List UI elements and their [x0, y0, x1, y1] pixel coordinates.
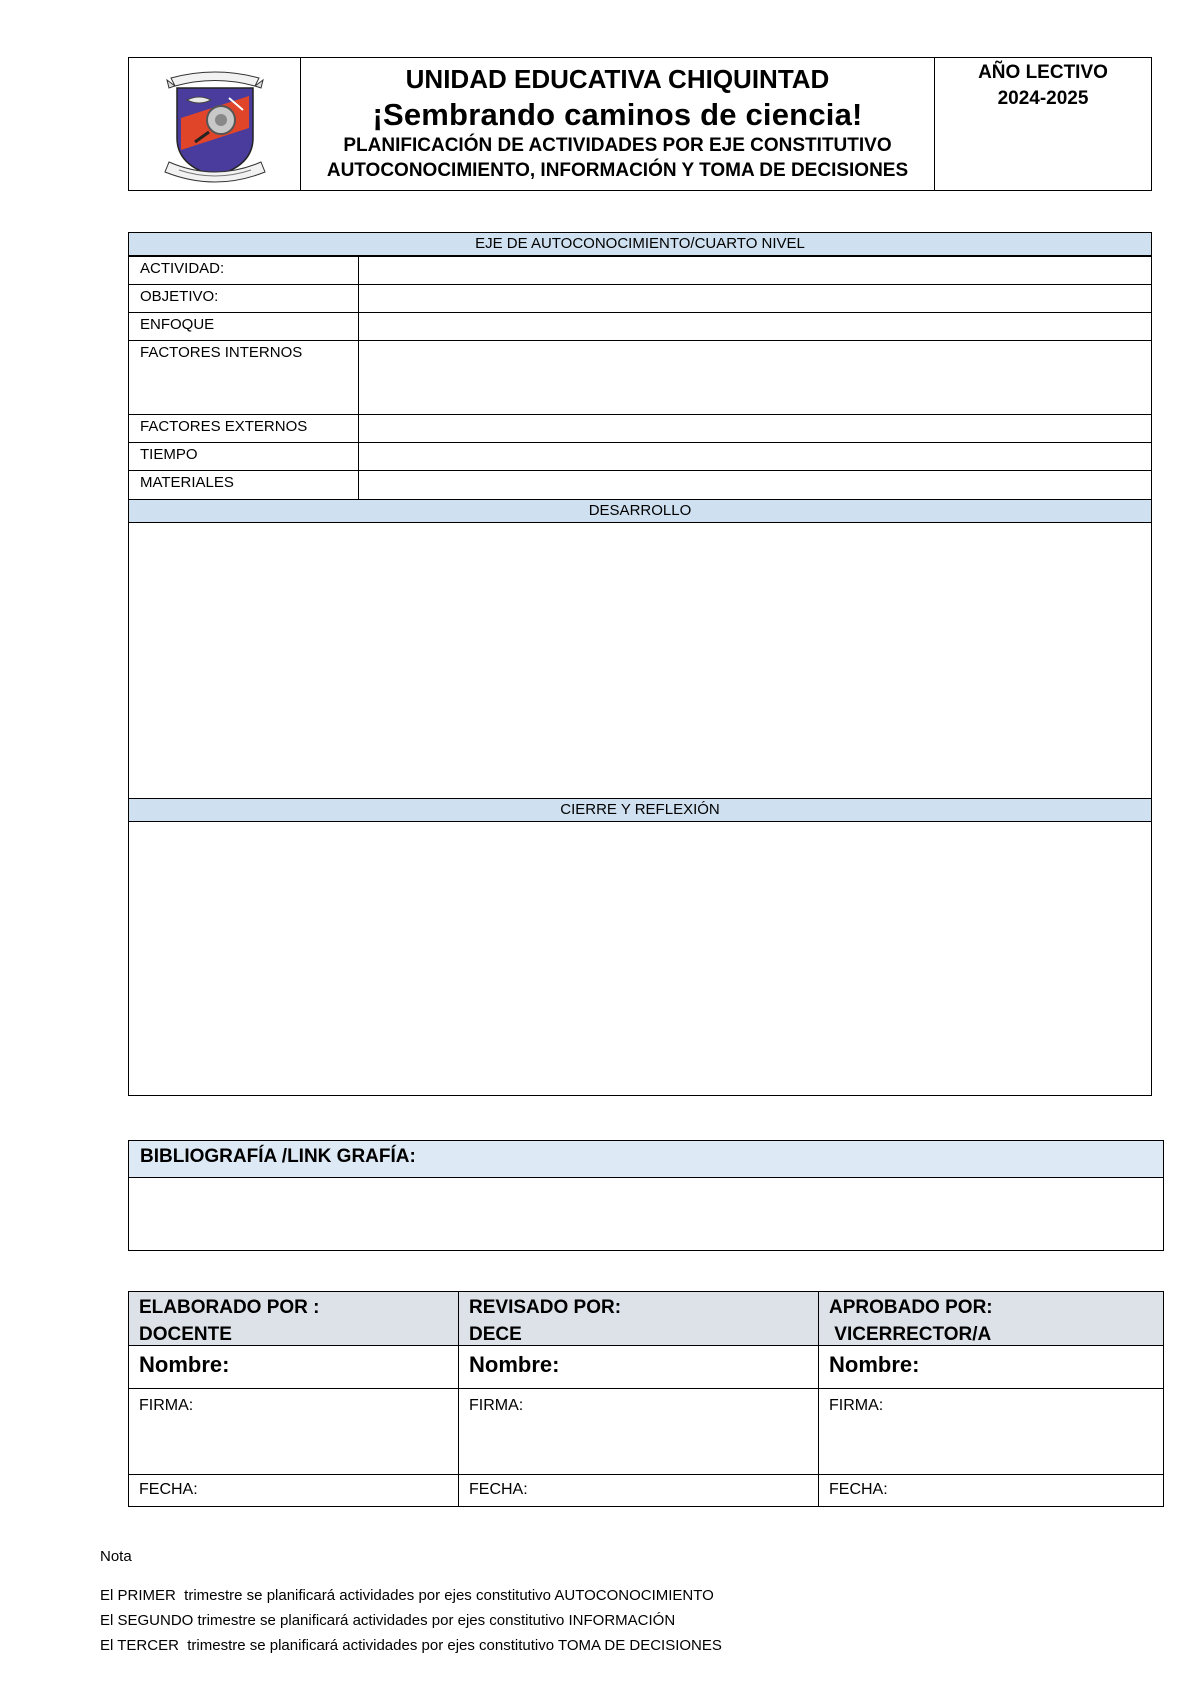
desarrollo-box	[128, 522, 1152, 799]
form-title: EJE DE AUTOCONOCIMIENTO/CUARTO NIVEL	[475, 235, 805, 252]
form-row-label: FACTORES INTERNOS	[129, 341, 359, 414]
school-slogan: ¡Sembrando caminos de ciencia!	[372, 97, 863, 132]
signature-head	[819, 1291, 1163, 1346]
form-row-factores-internos	[128, 340, 1152, 415]
form-row-label: FACTORES EXTERNOS	[129, 415, 359, 442]
note-line-text: El TERCER trimestre se planificará actividades por ejes constitutivo	[100, 1637, 558, 1654]
note-line-axis: INFORMACIÓN	[568, 1612, 676, 1629]
desarrollo-title: DESARROLLO	[588, 502, 692, 519]
form-row-label: ACTIVIDAD:	[129, 257, 359, 284]
form-row-enfoque	[128, 312, 1152, 341]
form-row-label: MATERIALES	[129, 471, 359, 499]
logo-cell	[129, 58, 301, 190]
form-row-label: ENFOQUE	[129, 313, 359, 340]
note-line-3	[100, 1637, 722, 1654]
signature-fecha: FECHA:	[819, 1475, 1163, 1507]
signature-role: ELABORADO POR :	[139, 1297, 320, 1318]
desarrollo-band	[128, 499, 1152, 523]
form-row-objetivo	[128, 284, 1152, 313]
signature-role-title: VICERRECTOR/A	[829, 1324, 992, 1345]
signature-firma: FIRMA:	[129, 1389, 458, 1475]
bibliografia-box	[128, 1177, 1164, 1251]
plan-title-line2: AUTOCONOCIMIENTO, INFORMACIÓN Y TOMA DE DECISIONES	[326, 160, 909, 181]
bibliografia-label: BIBLIOGRAFÍA /LINK GRAFÍA:	[140, 1146, 416, 1167]
cierre-title: CIERRE Y REFLEXIÓN	[560, 801, 720, 818]
form-row-label: TIEMPO	[129, 443, 359, 470]
signature-firma: FIRMA:	[459, 1389, 818, 1475]
signature-name: Nombre:	[459, 1346, 818, 1389]
bibliografia-header	[128, 1140, 1164, 1178]
cierre-band	[128, 798, 1152, 822]
form-row-label: OBJETIVO:	[129, 285, 359, 312]
header-table	[128, 57, 1152, 191]
signature-role: APROBADO POR:	[829, 1297, 993, 1318]
note-line-text: El PRIMER trimestre se planificará actividades por ejes constitutivo	[100, 1587, 555, 1604]
signature-table	[128, 1291, 1164, 1507]
form-title-band	[128, 232, 1152, 256]
form-row-materiales	[128, 470, 1152, 500]
note-line-1	[100, 1587, 714, 1604]
cierre-box	[128, 821, 1152, 1096]
signature-role: REVISADO POR:	[469, 1297, 622, 1318]
school-year-label: AÑO LECTIVO	[978, 62, 1108, 83]
signature-head	[459, 1291, 818, 1346]
signature-name: Nombre:	[819, 1346, 1163, 1389]
school-year-cell	[935, 58, 1151, 190]
plan-title-line1: PLANIFICACIÓN DE ACTIVIDADES POR EJE CONSTITUTIVO	[343, 135, 892, 156]
signature-fecha: FECHA:	[459, 1475, 818, 1507]
signature-column-docente	[128, 1291, 458, 1507]
signature-head	[129, 1291, 458, 1346]
signature-column-dece	[458, 1291, 818, 1507]
signature-role-title: DECE	[469, 1324, 522, 1345]
school-crest-logo	[129, 58, 301, 190]
note-line-axis: AUTOCONOCIMIENTO	[554, 1587, 714, 1604]
form-row-tiempo	[128, 442, 1152, 471]
signature-firma: FIRMA:	[819, 1389, 1163, 1475]
signature-name: Nombre:	[129, 1346, 458, 1389]
form-row-actividad	[128, 256, 1152, 285]
note-title: Nota	[100, 1548, 132, 1565]
school-name: UNIDAD EDUCATIVA CHIQUINTAD	[405, 64, 830, 94]
school-year-value: 2024-2025	[997, 88, 1089, 109]
note-line-text: El SEGUNDO trimestre se planificará actividades por ejes constitutivo	[100, 1612, 569, 1629]
form-row-factores-externos	[128, 414, 1152, 443]
note-line-2	[100, 1612, 675, 1629]
header-title-cell	[301, 58, 935, 190]
signature-fecha: FECHA:	[129, 1475, 458, 1507]
signature-column-vicerrector	[818, 1291, 1164, 1507]
note-line-axis: TOMA DE DECISIONES	[557, 1637, 722, 1654]
signature-role-title: DOCENTE	[139, 1324, 232, 1345]
